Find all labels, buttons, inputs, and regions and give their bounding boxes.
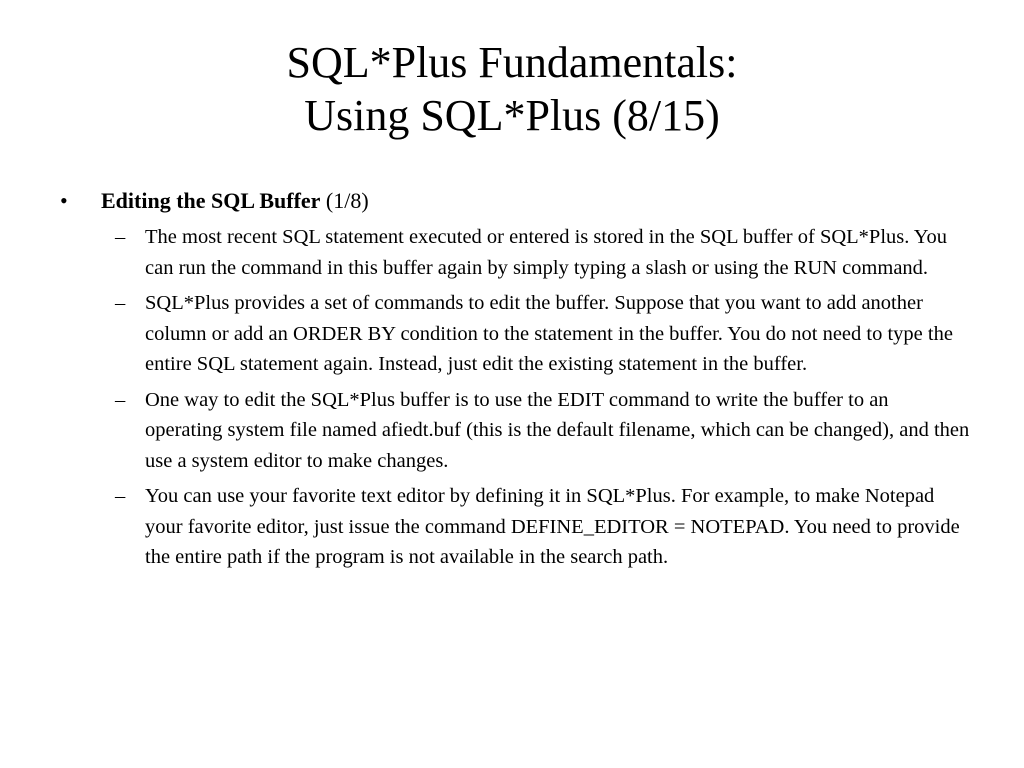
dash-icon: – (115, 226, 126, 248)
sub-bullet-list (60, 222, 970, 573)
sub-bullet-text: You can use your favorite text editor by defining it in SQL*Plus. For example, to make Notepad your favorite editor, just issue the command DEFINE_EDITOR = NOTEPAD. You need to provide the entire path if the program is not available in the search path. (145, 485, 960, 568)
sub-bullet-text: SQL*Plus provides a set of commands to edit the buffer. Suppose that you want to add another column or add an ORDER BY condition to the statement in the buffer. You do not need to type the entire SQL statement again. Instead, just edit the existing statement in the buffer. (145, 292, 953, 375)
dash-icon: – (115, 485, 126, 507)
sub-bullet-item (60, 288, 970, 380)
bullet-icon: • (60, 188, 68, 213)
dash-icon: – (115, 388, 126, 411)
section-heading: Editing the SQL Buffer (101, 188, 321, 213)
sub-bullet-text: One way to edit the SQL*Plus buffer is to use the EDIT command to write the buffer to an operating system file named afiedt.buf (this is the default filename, which can be changed), and then use a system editor to make changes. (145, 388, 970, 472)
section-heading-suffix: (1/8) (320, 188, 369, 213)
slide-body (60, 186, 970, 578)
slide-title (0, 36, 1024, 142)
bullet-item-editing-sql-buffer (60, 186, 970, 216)
sub-bullet-item (60, 385, 970, 477)
sub-bullet-item (60, 222, 970, 283)
sub-bullet-item (60, 481, 970, 573)
slide-title-line-1: SQL*Plus Fundamentals: (286, 38, 738, 87)
sub-bullet-text: The most recent SQL statement executed or entered is stored in the SQL buffer of SQL*Plus. You can run the command in this buffer again by simply typing a slash or using the RUN command. (145, 226, 948, 279)
slide-title-line-2: Using SQL*Plus (8/15) (304, 91, 720, 140)
dash-icon: – (115, 292, 126, 314)
